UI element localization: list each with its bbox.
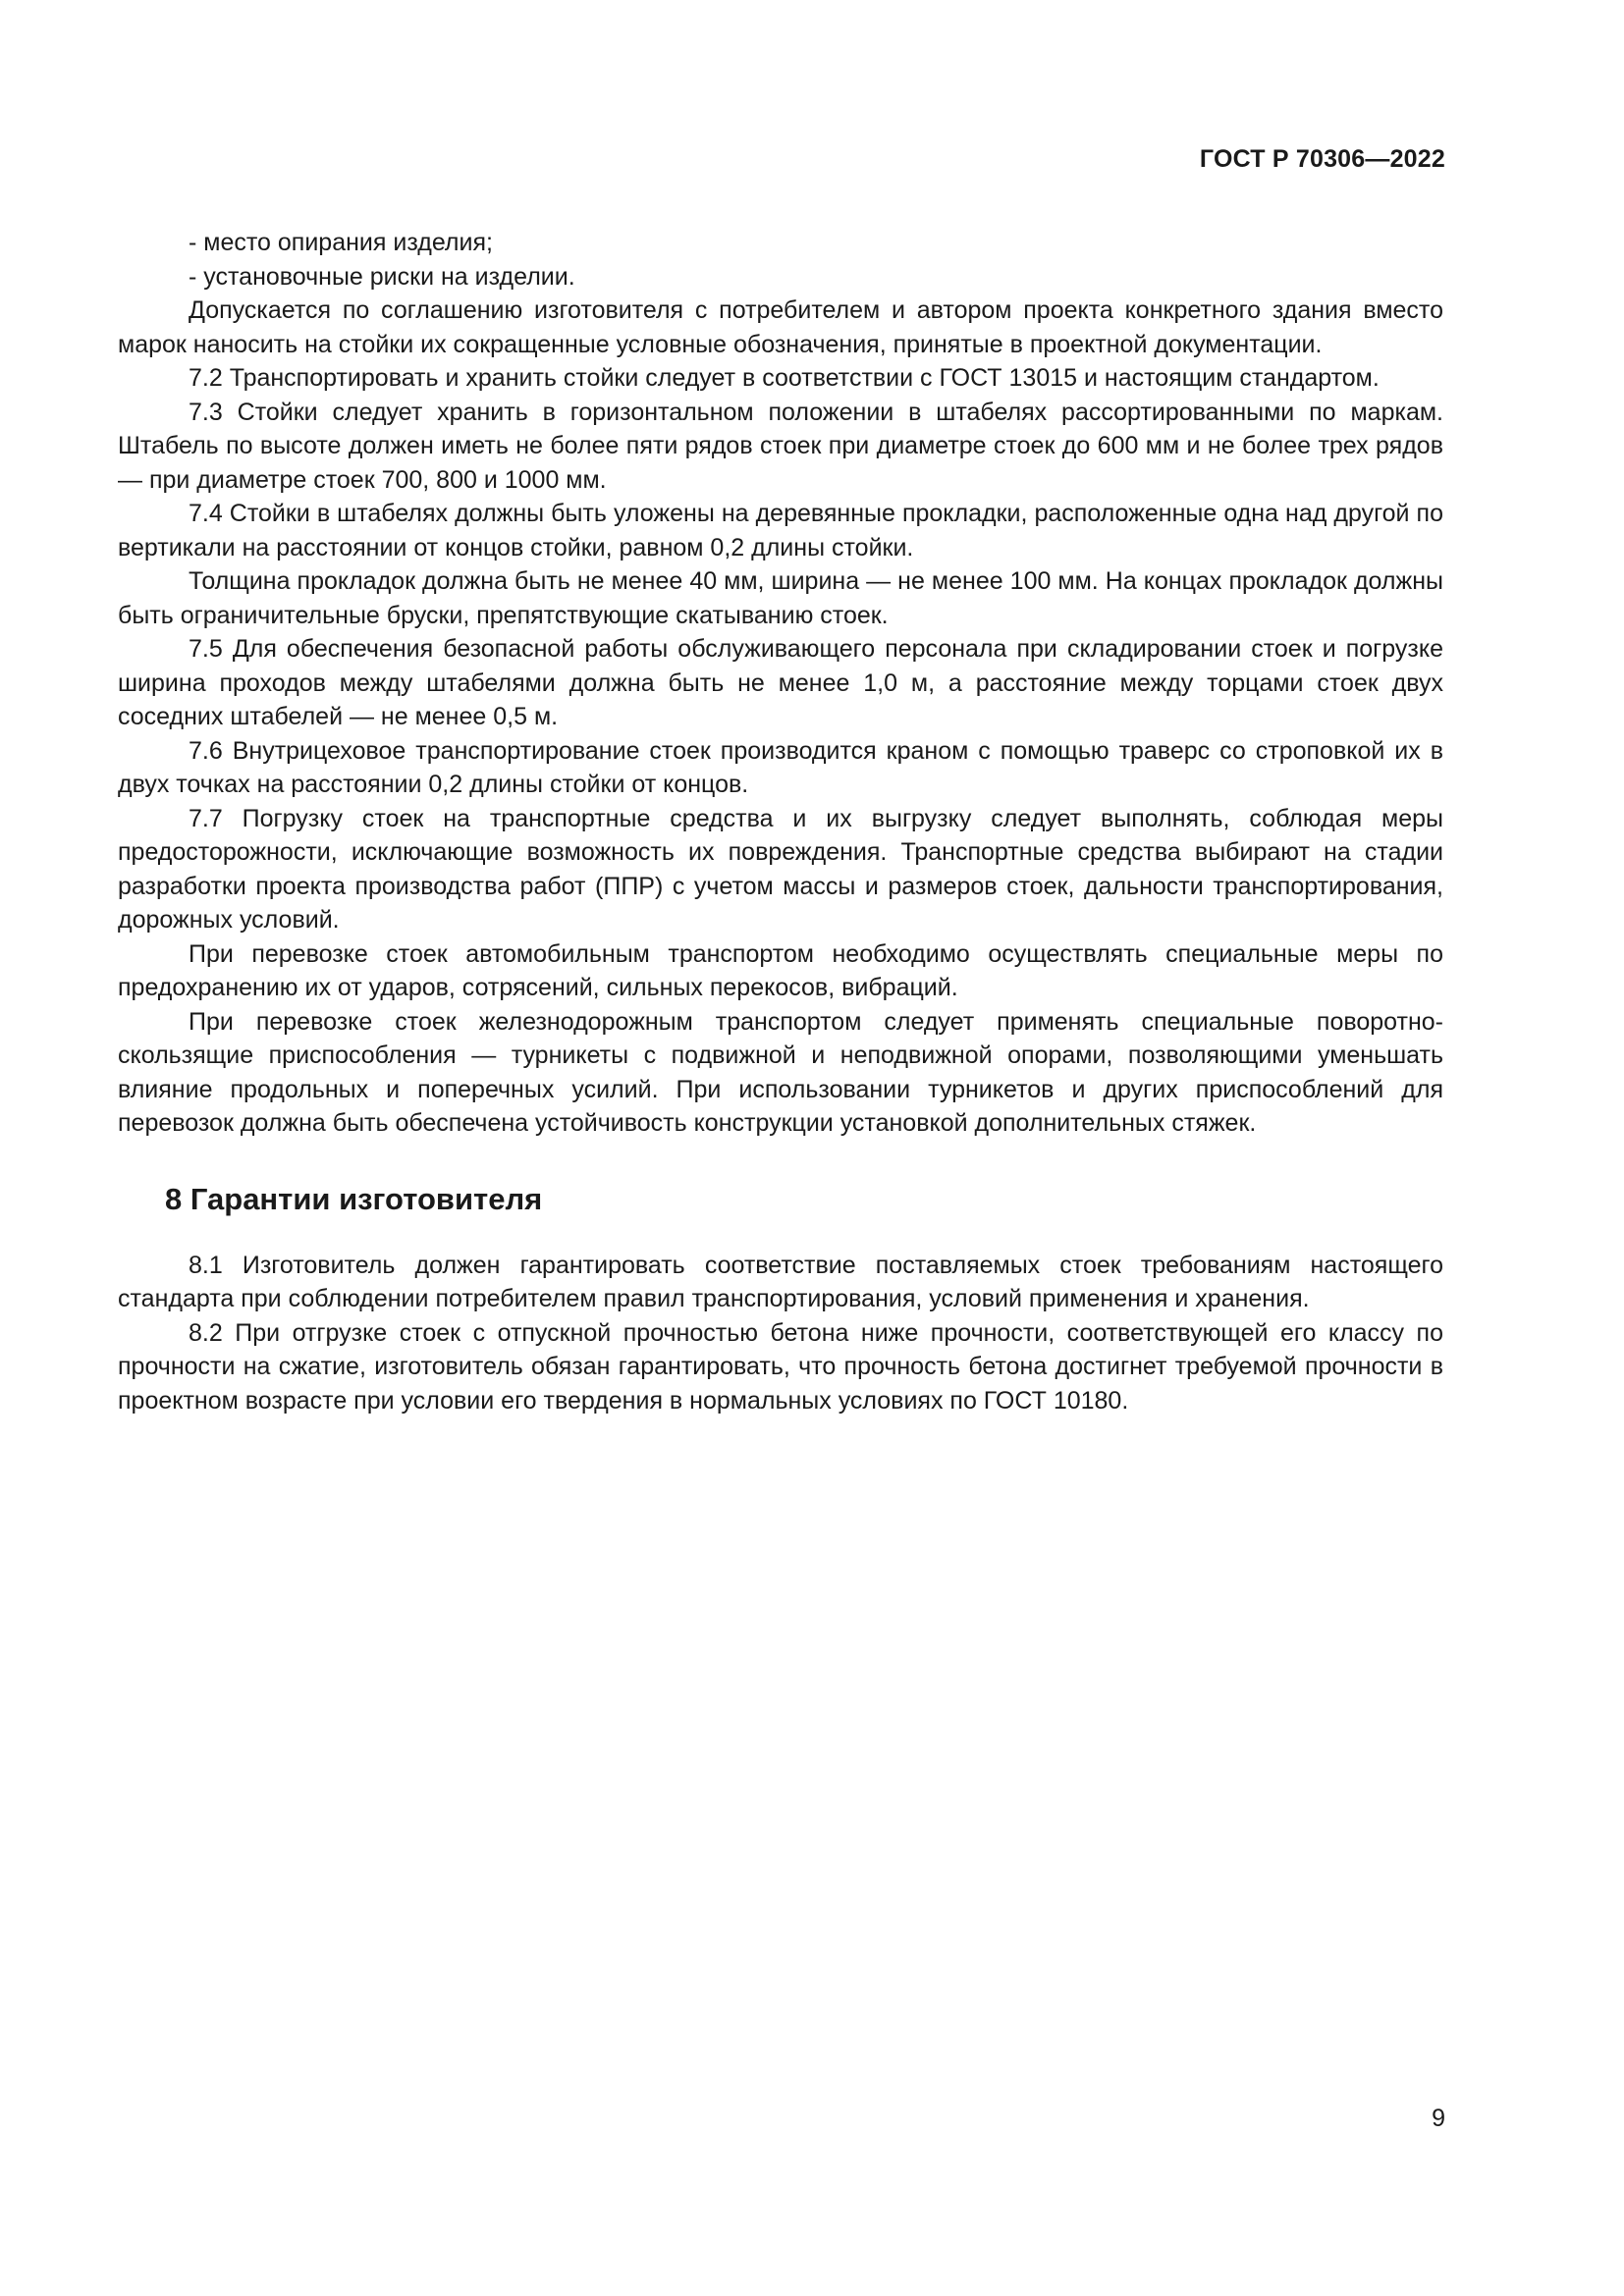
paragraph: При перевозке стоек автомобильным транспортом необходимо осуществлять специальные меры по предохранению их от ударов, сотрясений, сильных перекосов, вибраций. xyxy=(118,939,1443,1001)
paragraph-7-5: 7.5 Для обеспечения безопасной работы обслуживающего персонала при складировании стоек и погрузке ширина проходов между штабелями должна быть не менее 1,0 м, а расстояние между торцами стоек двух соседних штабелей — не менее 0,5 м. xyxy=(118,635,1443,730)
paragraph: При перевозке стоек железнодорожным транспортом следует применять специальные поворотно-скользящие приспособления — турникеты с подвижной и неподвижной опорами, позволяющими уменьшать влияние продольных и поперечных усилий. При использовании турникетов и других приспособлений для перевозок должна быть обеспечена устойчивость конструкции установкой дополнительных стяжек. xyxy=(118,1007,1443,1137)
paragraph-7-7: 7.7 Погрузку стоек на транспортные средства и их выгрузку следует выполнять, соблюдая меры предосторожности, исключающие возможность их повреждения. Транспортные средства выбирают на стадии разработки проекта производства работ (ППР) с учетом массы и размеров стоек, дальности транспортирования, дорожных условий. xyxy=(118,804,1443,934)
page-body xyxy=(118,226,1443,1417)
paragraph-7-2: 7.2 Транспортировать и хранить стойки следует в соответствии с ГОСТ 13015 и настоящим стандартом. xyxy=(189,364,1380,392)
document-header: ГОСТ Р 70306—2022 xyxy=(1199,145,1445,173)
paragraph-7-4: 7.4 Стойки в штабелях должны быть уложены на деревянные прокладки, расположенные одна над другой по вертикали на расстоянии от концов стойки, равном 0,2 длины стойки. xyxy=(118,500,1443,561)
list-item: - установочные риски на изделии. xyxy=(189,262,575,291)
paragraph-7-6: 7.6 Внутрицеховое транспортирование стоек производится краном с помощью траверс со строповкой их в двух точках на расстоянии 0,2 длины стойки от концов. xyxy=(118,736,1443,798)
paragraph-7-3: 7.3 Стойки следует хранить в горизонтальном положении в штабелях рассортированными по маркам. Штабель по высоте должен иметь не более пяти рядов стоек при диаметре стоек до 600 мм и не более трех рядов — при диаметре стоек 700, 800 и 1000 мм. xyxy=(118,398,1443,494)
section-heading: 8 Гарантии изготовителя xyxy=(165,1181,543,1216)
list-item: - место опирания изделия; xyxy=(189,229,493,256)
paragraph: Допускается по соглашению изготовителя с потребителем и автором проекта конкретного здания вместо марок наносить на стойки их сокращенные условные обозначения, принятые в проектной документации. xyxy=(118,296,1443,358)
paragraph: Толщина прокладок должна быть не менее 40 мм, ширина — не менее 100 мм. На концах прокладок должны быть ограничительные бруски, препятствующие скатыванию стоек. xyxy=(118,567,1443,629)
page-number: 9 xyxy=(1432,2105,1445,2132)
paragraph-8-2: 8.2 При отгрузке стоек с отпускной прочностью бетона ниже прочности, соответствующей его классу по прочности на сжатие, изготовитель обязан гарантировать, что прочность бетона достигнет требуемой прочности в проектном возрасте при условии его твердения в нормальных условиях по ГОСТ 10180. xyxy=(118,1318,1443,1415)
paragraph-8-1: 8.1 Изготовитель должен гарантировать соответствие поставляемых стоек требованиям настоящего стандарта при соблюдении потребителем правил транспортирования, условий применения и хранения. xyxy=(118,1251,1443,1312)
